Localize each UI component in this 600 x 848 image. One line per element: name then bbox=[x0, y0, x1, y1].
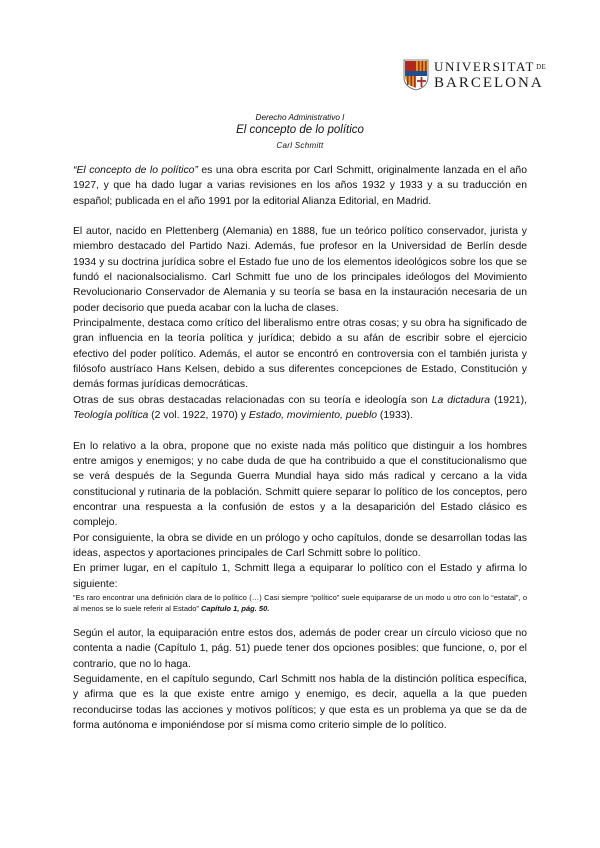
document-body bbox=[73, 163, 527, 733]
work-title: “El concepto de lo político” bbox=[73, 165, 198, 176]
analysis-paragraph-2: Seguidamente, en el capítulo segundo, Carl Schmitt nos habla de la distinción política específica, y afirma que es la que existe entre amigo y enemigo, es decir, aquella a la que pueden reconducirse todas las acciones y motivos políticos; y que esta es un problema ya que se da de forma autónoma e imponiéndose por sí misma como criterio simple de lo político. bbox=[73, 673, 527, 731]
quote-reference: Capítulo 1, pág. 50. bbox=[200, 603, 270, 613]
work-paragraph-1: En lo relativo a la obra, propone que no existe nada más político que distinguir a los hombres entre amigos y enemigos; y no cabe duda de que ha contribuido a que el constitucionalismo que se verá después de la Segunda Guerra Mundial haya sido más radical y cercano a la vida constitucional y rutinaria de la población. Schmitt quiere separar lo político de los conceptos, pero encontrar una respuesta a la confusión de estos y a la desaparición del Estado clásico es complejo. bbox=[73, 440, 527, 529]
author-critic-paragraph: Principalmente, destaca como crítico del liberalismo entre otras cosas; y su obra ha significado de gran influencia en la teoría política y jurídica; debido a su afán de escribir sobre el ejercicio efectivo del poder político. Además, el autor se encontró en controversia con el también jurista y filósofo austríaco Hans Kelsen, debido a sus diferentes concepciones de Estado, Constitución y demás formas jurídicas democráticas. bbox=[73, 318, 527, 391]
document-title: El concepto de lo político bbox=[236, 124, 364, 136]
block-quote: “Es raro encontrar una definición clara de lo político (…) Casi siempre “político” suele equipararse de un modo u otro con lo “estatal”, o al menos se lo suele referir al Estado” Capítulo 1, pág. 50. bbox=[73, 592, 527, 613]
work-paragraph-3: En primer lugar, en el capítulo 1, Schmitt llega a equiparar lo político con el Estado y afirma lo siguiente: bbox=[73, 563, 527, 590]
author-bio-paragraph: El autor, nacido en Plettenberg (Alemania) en 1888, fue un teórico político conservador, jurista y miembro destacado del Partido Nazi. Además, fue profesor en la Universidad de Berlín desde 1934 y su doctrina jurídica sobre el Estado fue uno de los elementos ideológicos sobre los que se fundó el nacionalsocialismo. Carl Schmitt fue uno de los principales ideólogos del Movimiento Revolucionario Conservador de Alemania y su teoría se basa en la instauración necesaria de un poder decisorio que pueda acabar con la lucha de clases. bbox=[73, 226, 527, 314]
logo-line1: UNIVERSITATDE bbox=[434, 59, 547, 74]
course-subject: Derecho Administrativo I bbox=[255, 113, 345, 122]
university-logo bbox=[403, 57, 547, 95]
intro-paragraph: “El concepto de lo político” es una obra escrita por Carl Schmitt, originalmente lanzada en el año 1927, y que ha dado lugar a varias revisiones en los años 1932 y 1933 y a su traducción en español; publicada en el año 1991 por la editorial Alianza Editorial, en Madrid. bbox=[73, 165, 527, 207]
work-paragraph-2: Por consiguiente, la obra se divide en un prólogo y ocho capítulos, donde se desarrollan todas las ideas, aspectos y aportaciones principales de Carl Schmitt sobre lo político. bbox=[73, 532, 527, 559]
other-works-paragraph: Otras de sus obras destacadas relacionadas con su teoría e ideología son La dictadura (1921), Teología política (2 vol. 1922, 1970) y Estado, movimiento, pueblo (1933). bbox=[73, 394, 527, 422]
analysis-paragraph-1: Según el autor, la equiparación entre estos dos, además de poder crear un círculo vicioso que no contenta a nadie (Capítulo 1, pág. 51) puede tener dos opciones posibles: que funcione, o, por el contrario, que no lo haga. bbox=[73, 627, 527, 670]
logo-line2: BARCELONA bbox=[434, 75, 544, 91]
university-crest-icon bbox=[403, 59, 429, 91]
document-author: Carl Schmitt bbox=[276, 141, 324, 150]
